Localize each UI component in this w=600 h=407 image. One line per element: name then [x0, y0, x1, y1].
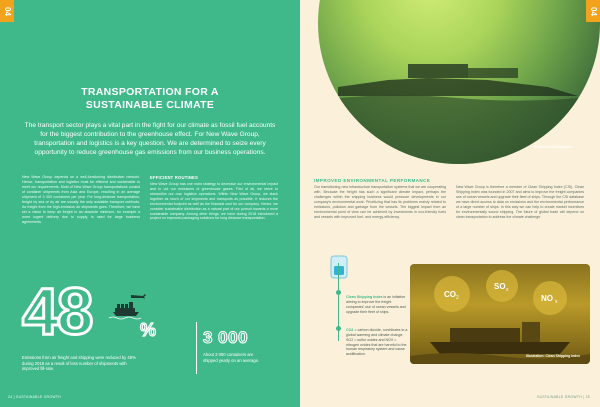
body-text-2: New Wave Group has one main strategy to decrease our environmental impact and to cut our emissions of greenhouse gases. First of all, we strive to streamline our own logistics operations. Within New Wave Group, we stack together as much of our shipments and transports as possible. It reduces the environmental footprint as well as the financial cost for our company. Hence, we consider sustainable distribution as a natural part of our pursuit towards a more sustainable company. Among other things, we have during 2018 introduced a project on improved packaging solutions for long distance transportation.: [150, 181, 278, 221]
stat-divider: [196, 322, 197, 374]
emissions-illustration: [410, 264, 590, 364]
ship-hull: [430, 342, 570, 354]
svg-text:SO: SO: [494, 282, 506, 291]
intro-paragraph: The transport sector plays a vital part in the fight for our climate as fossil fuel accounts for the biggest contribution to the greenhouse effect. For New Wave Group, transportation and logistics is a key question. We are determined to seize every opportunity to reduce greenhouse gas emissions from our business operations.: [24, 122, 276, 156]
emissions-annotation: CO2 = carbon dioxide, contributes to a global warming and climate change. SO2 = sulfur oxides and NOX = nitrogen oxides that are harmful to the human respiratory system and cause acidification.: [346, 328, 408, 357]
stat-48-caption: Emissions from air freight and shipping were reduced by 48% during 2018 as a result of less number of shipments with improved fill-rate.: [22, 355, 136, 372]
ship-silhouette-image: [318, 0, 600, 164]
svg-text:x: x: [555, 299, 558, 305]
clean-shipping-index-icon: [328, 254, 350, 280]
title-line-1: TRANSPORTATION FOR A: [81, 86, 219, 98]
body-text-1: New Wave Group depends on a well-functioning distribution network. Hence, transportation and logistics must be efficient and sustainable to meet our requirements. Most of New Wave Group transportations consist of container shipments from Asia and Europe, resulting in an average shipment of 3 000 containers per year. For long-distance transportation, freight by sea or by air are usually the only available transport methods. As freight from the high-emission air shipments goes. Therefore, we have set a vision to keep air freight to an absolute minimum, for example a more urgent delivery due to supply, is used for large business agreements.: [22, 175, 140, 224]
right-body-column-1: Our transitioning new infrastructure transportation systems that we are cooperating with. Because the freight has such a significant climate impact, perhaps the challenges within the shipping business would pressure developments in our company's environmental work. Prioritizing that has its problems mainly related to emissions, pollution and garbage from the vessels. The biggest impact from an environmental point of view can be achieved by investments in eco-friendly fuels and vessels with improved fuel- and energy-efficiency.: [314, 185, 446, 220]
stat-3000-number: 3 000: [203, 328, 249, 347]
stat-48-percent: %: [140, 320, 157, 340]
rendering-caption: Illustration: Clean Shipping Index: [526, 354, 580, 358]
title-line-2: SUSTAINABLE CLIMATE: [85, 98, 215, 111]
photo-caption: Photo: NewCo/Wallquist: [532, 145, 572, 149]
chapter-tab: 04: [0, 0, 14, 22]
svg-text:x: x: [506, 287, 509, 293]
right-page: [300, 0, 600, 407]
cargo-ship-icon: [113, 302, 139, 316]
svg-text:NO: NO: [541, 294, 553, 303]
page-title: [60, 86, 240, 111]
page-footer-left: 24 | SUSTAINABLE GROWTH: [8, 395, 61, 399]
ship-bridge: [522, 322, 540, 342]
svg-text:2: 2: [456, 295, 459, 301]
svg-text:CO: CO: [444, 290, 456, 299]
ship-emissions-rendering: [410, 264, 590, 364]
page-footer-right: SUSTAINABLE GROWTH | 25: [537, 395, 590, 399]
ship-photo-circle: [318, 0, 600, 164]
stat-3000-caption: About 3 000 containers are shipped yearly on an average.: [203, 352, 260, 363]
connector-dot: [336, 326, 341, 331]
connector-dot: [336, 290, 341, 295]
wave-icon: [109, 317, 141, 319]
clean-shipping-annotation: Clean Shipping Index is an initiative aiming to improve the freight companies' use of ocean vessels and upgrade their fleet of ships.: [346, 295, 406, 314]
stat-48-number: 48: [22, 274, 92, 348]
right-body-column-2: New Wave Group is therefore a member of Clean Shipping Index (CSI). Clean Shipping Index was founded in 2007 and aims to improve the freight companies use of ocean vessels and upgrade their fleet of ships. Through the CSI database we have direct access to data on emissions and the environmental performance of a large number of ships. In this way we can help to create market incentives for environmentally sound shipping. The future of global trade will depend on clean transportation to address the climate challenge.: [456, 185, 584, 220]
section-heading-environmental: IMPROVED ENVIRONMENTAL PERFORMANCE: [314, 178, 431, 183]
body-column-1: [22, 175, 140, 225]
ship-containers: [450, 328, 520, 342]
chapter-tab-right: 04: [586, 0, 600, 22]
ship-and-plane-illustration: [95, 290, 150, 324]
section-heading-efficient-routines: EFFICIENT ROUTINES: [150, 175, 199, 180]
airplane-icon: [131, 294, 146, 299]
body-column-2: [150, 175, 278, 221]
